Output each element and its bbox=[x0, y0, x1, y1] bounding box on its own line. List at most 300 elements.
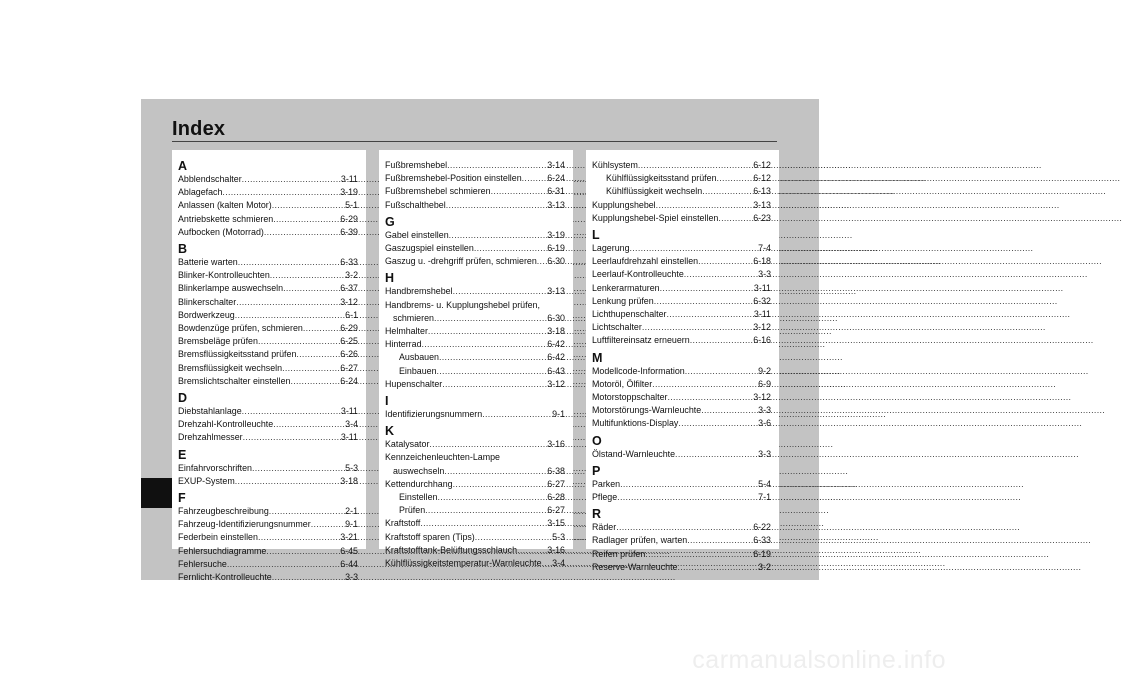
entry-page-number: 6-19 bbox=[547, 243, 565, 254]
index-entry bbox=[178, 545, 358, 558]
dot-leader bbox=[437, 365, 547, 378]
entry-label: Fehlersuchdiagramme bbox=[178, 545, 267, 556]
index-entry bbox=[385, 478, 565, 491]
entry-page-number: 6-24 bbox=[340, 375, 358, 386]
dot-leader bbox=[453, 285, 547, 298]
dot-leader bbox=[667, 308, 753, 321]
dot-leader bbox=[678, 561, 758, 574]
index-entry bbox=[385, 242, 565, 255]
entry-label: Aufbocken (Motorrad) bbox=[178, 226, 264, 237]
entry-label: Einbauen bbox=[399, 365, 437, 376]
index-letter: E bbox=[178, 447, 187, 462]
dot-leader bbox=[675, 448, 757, 461]
entry-page-number: 3-15 bbox=[547, 518, 565, 529]
entry-page-number: 6-33 bbox=[340, 257, 358, 268]
dot-leader bbox=[311, 518, 344, 531]
index-entry bbox=[385, 465, 565, 478]
dot-leader bbox=[717, 172, 753, 185]
entry-label: Reserve-Warnleuchte bbox=[592, 561, 678, 572]
entry-page-number: 3-12 bbox=[753, 322, 771, 333]
entry-page-number: 6-1 bbox=[345, 309, 358, 320]
dot-leader bbox=[616, 521, 752, 534]
index-letter: F bbox=[178, 491, 186, 506]
dot-leader bbox=[638, 159, 752, 172]
entry-page-number: 6-27 bbox=[547, 505, 565, 516]
dot-leader bbox=[227, 558, 339, 571]
entry-page-number: 3-2 bbox=[345, 270, 358, 281]
entry-label: Blinkerlampe auswechseln bbox=[178, 283, 284, 294]
entry-page-number: 6-9 bbox=[758, 378, 771, 389]
entry-label: Lagerung bbox=[592, 243, 630, 254]
entry-label: Räder bbox=[592, 522, 617, 533]
entry-label: Ausbauen bbox=[399, 352, 439, 363]
dot-leader bbox=[282, 362, 339, 375]
entry-label: Fernlicht-Kontrolleuchte bbox=[178, 572, 272, 583]
entry-label: Fußbremshebel bbox=[385, 160, 448, 170]
entry-label: Modellcode-Information bbox=[592, 365, 685, 376]
index-entry bbox=[385, 325, 565, 338]
dot-leader bbox=[428, 325, 546, 338]
entry-label: Bremsflüssigkeitsstand prüfen bbox=[178, 349, 297, 360]
index-letter: L bbox=[592, 228, 600, 243]
dot-leader bbox=[642, 321, 752, 334]
entry-page-number: 6-28 bbox=[547, 492, 565, 503]
entry-page-number: 6-19 bbox=[753, 548, 771, 559]
entry-page-number: 6-39 bbox=[340, 226, 358, 237]
dot-leader bbox=[252, 462, 344, 475]
entry-label: Einfahrvorschriften bbox=[178, 462, 252, 473]
index-column-3 bbox=[586, 150, 779, 572]
index-entry bbox=[592, 282, 771, 295]
dot-leader bbox=[243, 431, 340, 444]
entry-label: Kettendurchhang bbox=[385, 478, 453, 489]
index-entry bbox=[385, 285, 565, 298]
index-entry bbox=[178, 269, 358, 282]
entry-page-number: 6-22 bbox=[753, 522, 771, 533]
index-entry bbox=[592, 478, 771, 491]
entry-label: Fußschalthebel bbox=[385, 199, 446, 210]
entry-label: Antriebskette schmieren bbox=[178, 213, 274, 224]
dot-leader bbox=[235, 475, 340, 488]
index-entry bbox=[592, 561, 771, 574]
entry-page-number: 6-30 bbox=[547, 312, 565, 323]
index-column-2 bbox=[379, 150, 573, 569]
entry-label: Blinkerschalter bbox=[178, 296, 237, 307]
index-entry bbox=[385, 531, 565, 544]
entry-label: Hinterrad bbox=[385, 339, 422, 350]
entry-page-number: 6-16 bbox=[753, 335, 771, 346]
entry-label: Bremslichtschalter einstellen bbox=[178, 375, 291, 386]
index-entry bbox=[592, 308, 771, 321]
dot-leader bbox=[283, 282, 339, 295]
entry-label: Fußbremshebel-Position einstellen bbox=[385, 173, 522, 184]
index-entry bbox=[592, 548, 771, 561]
dot-leader bbox=[273, 418, 344, 431]
entry-label: Ölstand-Warnleuchte bbox=[592, 448, 676, 459]
entry-label: Lenkung prüfen bbox=[592, 295, 654, 306]
dot-leader bbox=[446, 199, 547, 212]
dot-leader bbox=[437, 491, 546, 504]
page-title: Index bbox=[172, 118, 226, 140]
entry-page-number: 3-11 bbox=[753, 282, 771, 293]
dot-leader bbox=[258, 335, 339, 348]
dot-leader bbox=[656, 199, 753, 212]
entry-page-number: 3-11 bbox=[340, 432, 358, 443]
entry-label: Hupenschalter bbox=[385, 378, 443, 389]
entry-label: Motorstörungs-Warnleuchte bbox=[592, 405, 702, 416]
dot-leader bbox=[303, 322, 339, 335]
index-entry bbox=[592, 321, 771, 334]
dot-leader bbox=[482, 408, 551, 421]
dot-leader bbox=[684, 268, 757, 281]
entry-label: Kühlsystem bbox=[592, 160, 638, 170]
entry-label: Ablagefach bbox=[178, 187, 223, 198]
dot-leader bbox=[660, 282, 753, 295]
dot-leader bbox=[491, 185, 547, 198]
entry-page-number: 5-3 bbox=[345, 462, 358, 473]
dot-leader bbox=[269, 505, 344, 518]
index-entry bbox=[385, 199, 565, 212]
dot-leader bbox=[453, 478, 547, 491]
dot-leader bbox=[702, 185, 752, 198]
entry-label: Prüfen bbox=[399, 505, 426, 516]
dot-leader bbox=[537, 255, 546, 268]
index-letter: A bbox=[178, 159, 188, 173]
dot-leader bbox=[698, 255, 752, 268]
dot-leader bbox=[420, 517, 546, 530]
entry-label: Fahrzeugbeschreibung bbox=[178, 506, 269, 517]
index-entry bbox=[178, 226, 358, 239]
title-rule bbox=[172, 141, 777, 142]
entry-page-number: 6-13 bbox=[753, 186, 771, 197]
entry-page-number: 6-25 bbox=[340, 336, 358, 347]
index-entry bbox=[385, 557, 565, 570]
index-entry bbox=[178, 213, 358, 226]
index-entry bbox=[592, 295, 771, 308]
index-entry bbox=[592, 268, 771, 281]
entry-page-number: 6-33 bbox=[753, 535, 771, 546]
entry-label: Diebstahlanlage bbox=[178, 406, 242, 417]
watermark-text: carmanualsonline.info bbox=[692, 646, 946, 674]
index-entry bbox=[178, 571, 358, 584]
entry-label: Reifen prüfen bbox=[592, 548, 646, 559]
entry-label: Kühlflüssigkeit wechseln bbox=[606, 186, 703, 197]
dot-leader bbox=[449, 229, 547, 242]
index-column-1 bbox=[172, 150, 366, 583]
entry-page-number: 7-4 bbox=[758, 243, 771, 254]
entry-page-number: 6-30 bbox=[547, 256, 565, 267]
entry-label: auswechseln bbox=[393, 465, 445, 476]
entry-label: Radlager prüfen, warten bbox=[592, 535, 688, 546]
entry-page-number: 3-4 bbox=[345, 419, 358, 430]
index-entry bbox=[178, 375, 358, 388]
index-entry bbox=[178, 505, 358, 518]
index-entry bbox=[385, 229, 565, 242]
entry-page-number: 3-3 bbox=[345, 572, 358, 583]
dot-leader bbox=[422, 338, 547, 351]
index-entry bbox=[592, 365, 771, 378]
entry-label: EXUP-System bbox=[178, 475, 235, 486]
entry-label: Lichthupenschalter bbox=[592, 309, 667, 320]
dot-leader bbox=[242, 173, 340, 186]
index-entry bbox=[385, 408, 565, 421]
entry-label: Identifizierungsnummern bbox=[385, 409, 483, 420]
index-entry bbox=[178, 558, 358, 571]
entry-label: Leerlaufdrehzahl einstellen bbox=[592, 256, 699, 267]
entry-label: Bremsflüssigkeit wechseln bbox=[178, 362, 283, 373]
entry-label: Handbremshebel bbox=[385, 286, 453, 297]
entry-page-number: 3-14 bbox=[547, 160, 565, 170]
entry-label: Kupplungshebel bbox=[592, 199, 656, 210]
entry-page-number: 3-16 bbox=[547, 544, 565, 555]
entry-label: schmieren bbox=[393, 312, 434, 323]
entry-label: Pflege bbox=[592, 492, 618, 503]
entry-label: Fehlersuche bbox=[178, 558, 227, 569]
entry-page-number: 6-29 bbox=[340, 213, 358, 224]
entry-page-number: 6-42 bbox=[547, 339, 565, 350]
index-entry bbox=[385, 159, 565, 172]
dot-leader bbox=[701, 404, 757, 417]
entry-label: Fahrzeug-Identifizierungsnummer bbox=[178, 519, 311, 530]
entry-page-number: 3-12 bbox=[547, 378, 565, 389]
index-entry bbox=[178, 309, 358, 322]
entry-label: Lenkerarmaturen bbox=[592, 282, 660, 293]
entry-label: Blinker-Kontrolleuchten bbox=[178, 270, 270, 281]
entry-label: Drehzahlmesser bbox=[178, 432, 243, 443]
entry-label: Gabel einstellen bbox=[385, 229, 449, 240]
entry-label: Gaszug u. -drehgriff prüfen, schmieren bbox=[385, 256, 537, 267]
index-entry bbox=[178, 186, 358, 199]
entry-page-number: 3-6 bbox=[758, 418, 771, 429]
entry-page-number: 6-12 bbox=[753, 160, 771, 170]
entry-label: Abblendschalter bbox=[178, 174, 242, 184]
dot-leader bbox=[654, 295, 753, 308]
dot-leader bbox=[678, 417, 757, 430]
index-entry bbox=[592, 255, 771, 268]
dot-leader bbox=[272, 571, 344, 584]
index-entry bbox=[385, 338, 565, 351]
dot-leader bbox=[238, 256, 340, 269]
index-letter: O bbox=[592, 433, 602, 448]
entry-label: Gaszugspiel einstellen bbox=[385, 243, 474, 254]
entry-page-number: 6-23 bbox=[753, 212, 771, 223]
entry-page-number: 6-24 bbox=[547, 173, 565, 184]
index-entry bbox=[178, 462, 358, 475]
entry-page-number: 6-42 bbox=[547, 352, 565, 363]
index-entry bbox=[592, 448, 771, 461]
index-entry bbox=[178, 199, 358, 212]
entry-label: Kühlflüssigkeitsstand prüfen bbox=[606, 173, 717, 184]
entry-page-number: 3-13 bbox=[547, 199, 565, 210]
entry-page-number: 3-19 bbox=[547, 229, 565, 240]
index-letter: R bbox=[592, 507, 602, 522]
index-entry bbox=[178, 173, 358, 186]
entry-page-number: 3-12 bbox=[753, 392, 771, 403]
entry-page-number: 6-18 bbox=[753, 256, 771, 267]
index-entry bbox=[592, 491, 771, 504]
dot-leader bbox=[242, 405, 340, 418]
entry-label: Katalysator bbox=[385, 439, 430, 450]
index-entry bbox=[385, 504, 565, 517]
dot-leader bbox=[475, 531, 551, 544]
entry-page-number: 2-1 bbox=[345, 506, 358, 517]
index-entry bbox=[385, 312, 565, 325]
entry-label: Kraftstoff sparen (Tips) bbox=[385, 531, 475, 542]
entry-label: Federbein einstellen bbox=[178, 532, 258, 543]
index-entry bbox=[178, 322, 358, 335]
entry-page-number: 3-11 bbox=[340, 174, 358, 184]
entry-page-number: 3-21 bbox=[340, 532, 358, 543]
index-entry bbox=[385, 491, 565, 504]
index-entry bbox=[178, 405, 358, 418]
index-entry bbox=[178, 531, 358, 544]
entry-page-number: 3-18 bbox=[547, 326, 565, 337]
dot-leader bbox=[273, 213, 339, 226]
index-entry bbox=[385, 544, 565, 557]
entry-page-number: 9-1 bbox=[552, 409, 565, 420]
entry-label: Luftfiltereinsatz erneuern bbox=[592, 335, 690, 346]
entry-page-number: 6-45 bbox=[340, 545, 358, 556]
entry-page-number: 3-3 bbox=[758, 405, 771, 416]
index-entry bbox=[385, 185, 565, 198]
entry-page-number: 9-2 bbox=[758, 365, 771, 376]
entry-label: Kühlflüssigkeitstemperatur-Warnleuchte bbox=[385, 558, 542, 569]
index-letter: D bbox=[178, 391, 188, 406]
dot-leader bbox=[522, 172, 547, 185]
entry-page-number: 9-1 bbox=[345, 519, 358, 530]
index-entry-text: Handbrems- u. Kupplungshebel prüfen, bbox=[385, 299, 540, 310]
entry-page-number: 6-44 bbox=[340, 558, 358, 569]
entry-page-number: 6-38 bbox=[547, 465, 565, 476]
dot-leader bbox=[439, 351, 546, 364]
entry-label: Batterie warten bbox=[178, 257, 238, 268]
entry-page-number: 6-37 bbox=[340, 283, 358, 294]
index-letter: P bbox=[592, 463, 601, 478]
index-letter: K bbox=[385, 424, 395, 439]
entry-page-number: 3-4 bbox=[552, 558, 565, 569]
dot-leader bbox=[474, 242, 546, 255]
dot-leader bbox=[542, 557, 552, 570]
dot-leader bbox=[645, 548, 752, 561]
entry-page-number: 7-1 bbox=[758, 492, 771, 503]
index-entry bbox=[178, 475, 358, 488]
entry-page-number: 6-26 bbox=[340, 349, 358, 360]
dot-leader bbox=[620, 478, 757, 491]
dot-leader bbox=[258, 531, 339, 544]
entry-label: Drehzahl-Kontrolleuchte bbox=[178, 419, 274, 430]
index-entry bbox=[178, 296, 358, 309]
dot-leader bbox=[425, 504, 546, 517]
index-letter: I bbox=[385, 394, 389, 409]
dot-leader bbox=[222, 186, 339, 199]
entry-page-number: 3-18 bbox=[340, 475, 358, 486]
dot-leader bbox=[690, 334, 753, 347]
entry-label: Kraftstoff bbox=[385, 518, 421, 529]
index-entry bbox=[385, 517, 565, 530]
entry-label: Kupplungshebel-Spiel einstellen bbox=[592, 212, 719, 223]
entry-page-number: 3-13 bbox=[753, 199, 771, 210]
dot-leader bbox=[630, 242, 758, 255]
index-entry bbox=[592, 391, 771, 404]
entry-page-number: 3-12 bbox=[340, 296, 358, 307]
dot-leader bbox=[652, 378, 757, 391]
index-entry bbox=[592, 242, 771, 255]
dot-leader bbox=[266, 545, 339, 558]
index-entry bbox=[592, 334, 771, 347]
dot-leader bbox=[687, 534, 752, 547]
index-entry bbox=[592, 199, 771, 212]
entry-label: Anlassen (kalten Motor) bbox=[178, 200, 272, 211]
dot-leader bbox=[264, 226, 339, 239]
dot-leader bbox=[235, 309, 344, 322]
entry-label: Lichtschalter bbox=[592, 322, 642, 333]
index-entry bbox=[592, 159, 771, 172]
dot-leader bbox=[447, 159, 546, 172]
entry-label: Parken bbox=[592, 478, 621, 489]
index-entry bbox=[592, 172, 771, 185]
dot-leader bbox=[296, 348, 339, 361]
dot-leader bbox=[442, 378, 546, 391]
entry-label: Kraftstofftank-Belüftungsschlauch bbox=[385, 544, 518, 555]
entry-label: Multifunktions-Display bbox=[592, 418, 679, 429]
index-entry bbox=[178, 418, 358, 431]
entry-page-number: 3-19 bbox=[340, 187, 358, 198]
index-entry bbox=[178, 518, 358, 531]
index-entry bbox=[385, 255, 565, 268]
index-entry bbox=[178, 282, 358, 295]
dot-leader bbox=[290, 375, 339, 388]
entry-page-number: 6-29 bbox=[340, 323, 358, 334]
entry-page-number: 6-27 bbox=[547, 478, 565, 489]
dot-leader bbox=[718, 212, 752, 225]
index-entry bbox=[385, 378, 565, 391]
entry-label: Bowdenzüge prüfen, schmieren bbox=[178, 323, 303, 334]
entry-page-number: 3-16 bbox=[547, 439, 565, 450]
index-entry bbox=[385, 438, 565, 451]
index-letter: G bbox=[385, 214, 395, 229]
index-entry bbox=[592, 378, 771, 391]
section-tab bbox=[141, 478, 172, 508]
entry-page-number: 5-4 bbox=[758, 478, 771, 489]
index-entry bbox=[178, 431, 358, 444]
index-entry bbox=[178, 362, 358, 375]
entry-label: Bordwerkzeug bbox=[178, 309, 235, 320]
dot-leader bbox=[685, 365, 757, 378]
dot-leader bbox=[429, 438, 546, 451]
index-entry bbox=[592, 185, 771, 198]
index-letter: H bbox=[385, 271, 395, 286]
entry-label: Motoröl, Ölfilter bbox=[592, 378, 653, 389]
dot-leader bbox=[617, 491, 757, 504]
entry-label: Fußbremshebel schmieren bbox=[385, 186, 491, 197]
dot-leader bbox=[434, 312, 546, 325]
entry-page-number: 6-43 bbox=[547, 365, 565, 376]
index-entry-text: Kennzeichenleuchten-Lampe bbox=[385, 452, 500, 463]
index-letter: B bbox=[178, 242, 188, 257]
entry-page-number: 5-3 bbox=[552, 531, 565, 542]
entry-page-number: 3-3 bbox=[758, 448, 771, 459]
entry-label: Motorstoppschalter bbox=[592, 392, 668, 403]
dot-leader bbox=[272, 199, 344, 212]
index-entry bbox=[592, 534, 771, 547]
dot-leader bbox=[517, 544, 546, 557]
entry-page-number: 6-32 bbox=[753, 295, 771, 306]
entry-page-number: 3-2 bbox=[758, 561, 771, 572]
index-entry bbox=[178, 256, 358, 269]
dot-leader bbox=[270, 269, 344, 282]
index-entry bbox=[592, 212, 771, 225]
index-entry bbox=[592, 404, 771, 417]
